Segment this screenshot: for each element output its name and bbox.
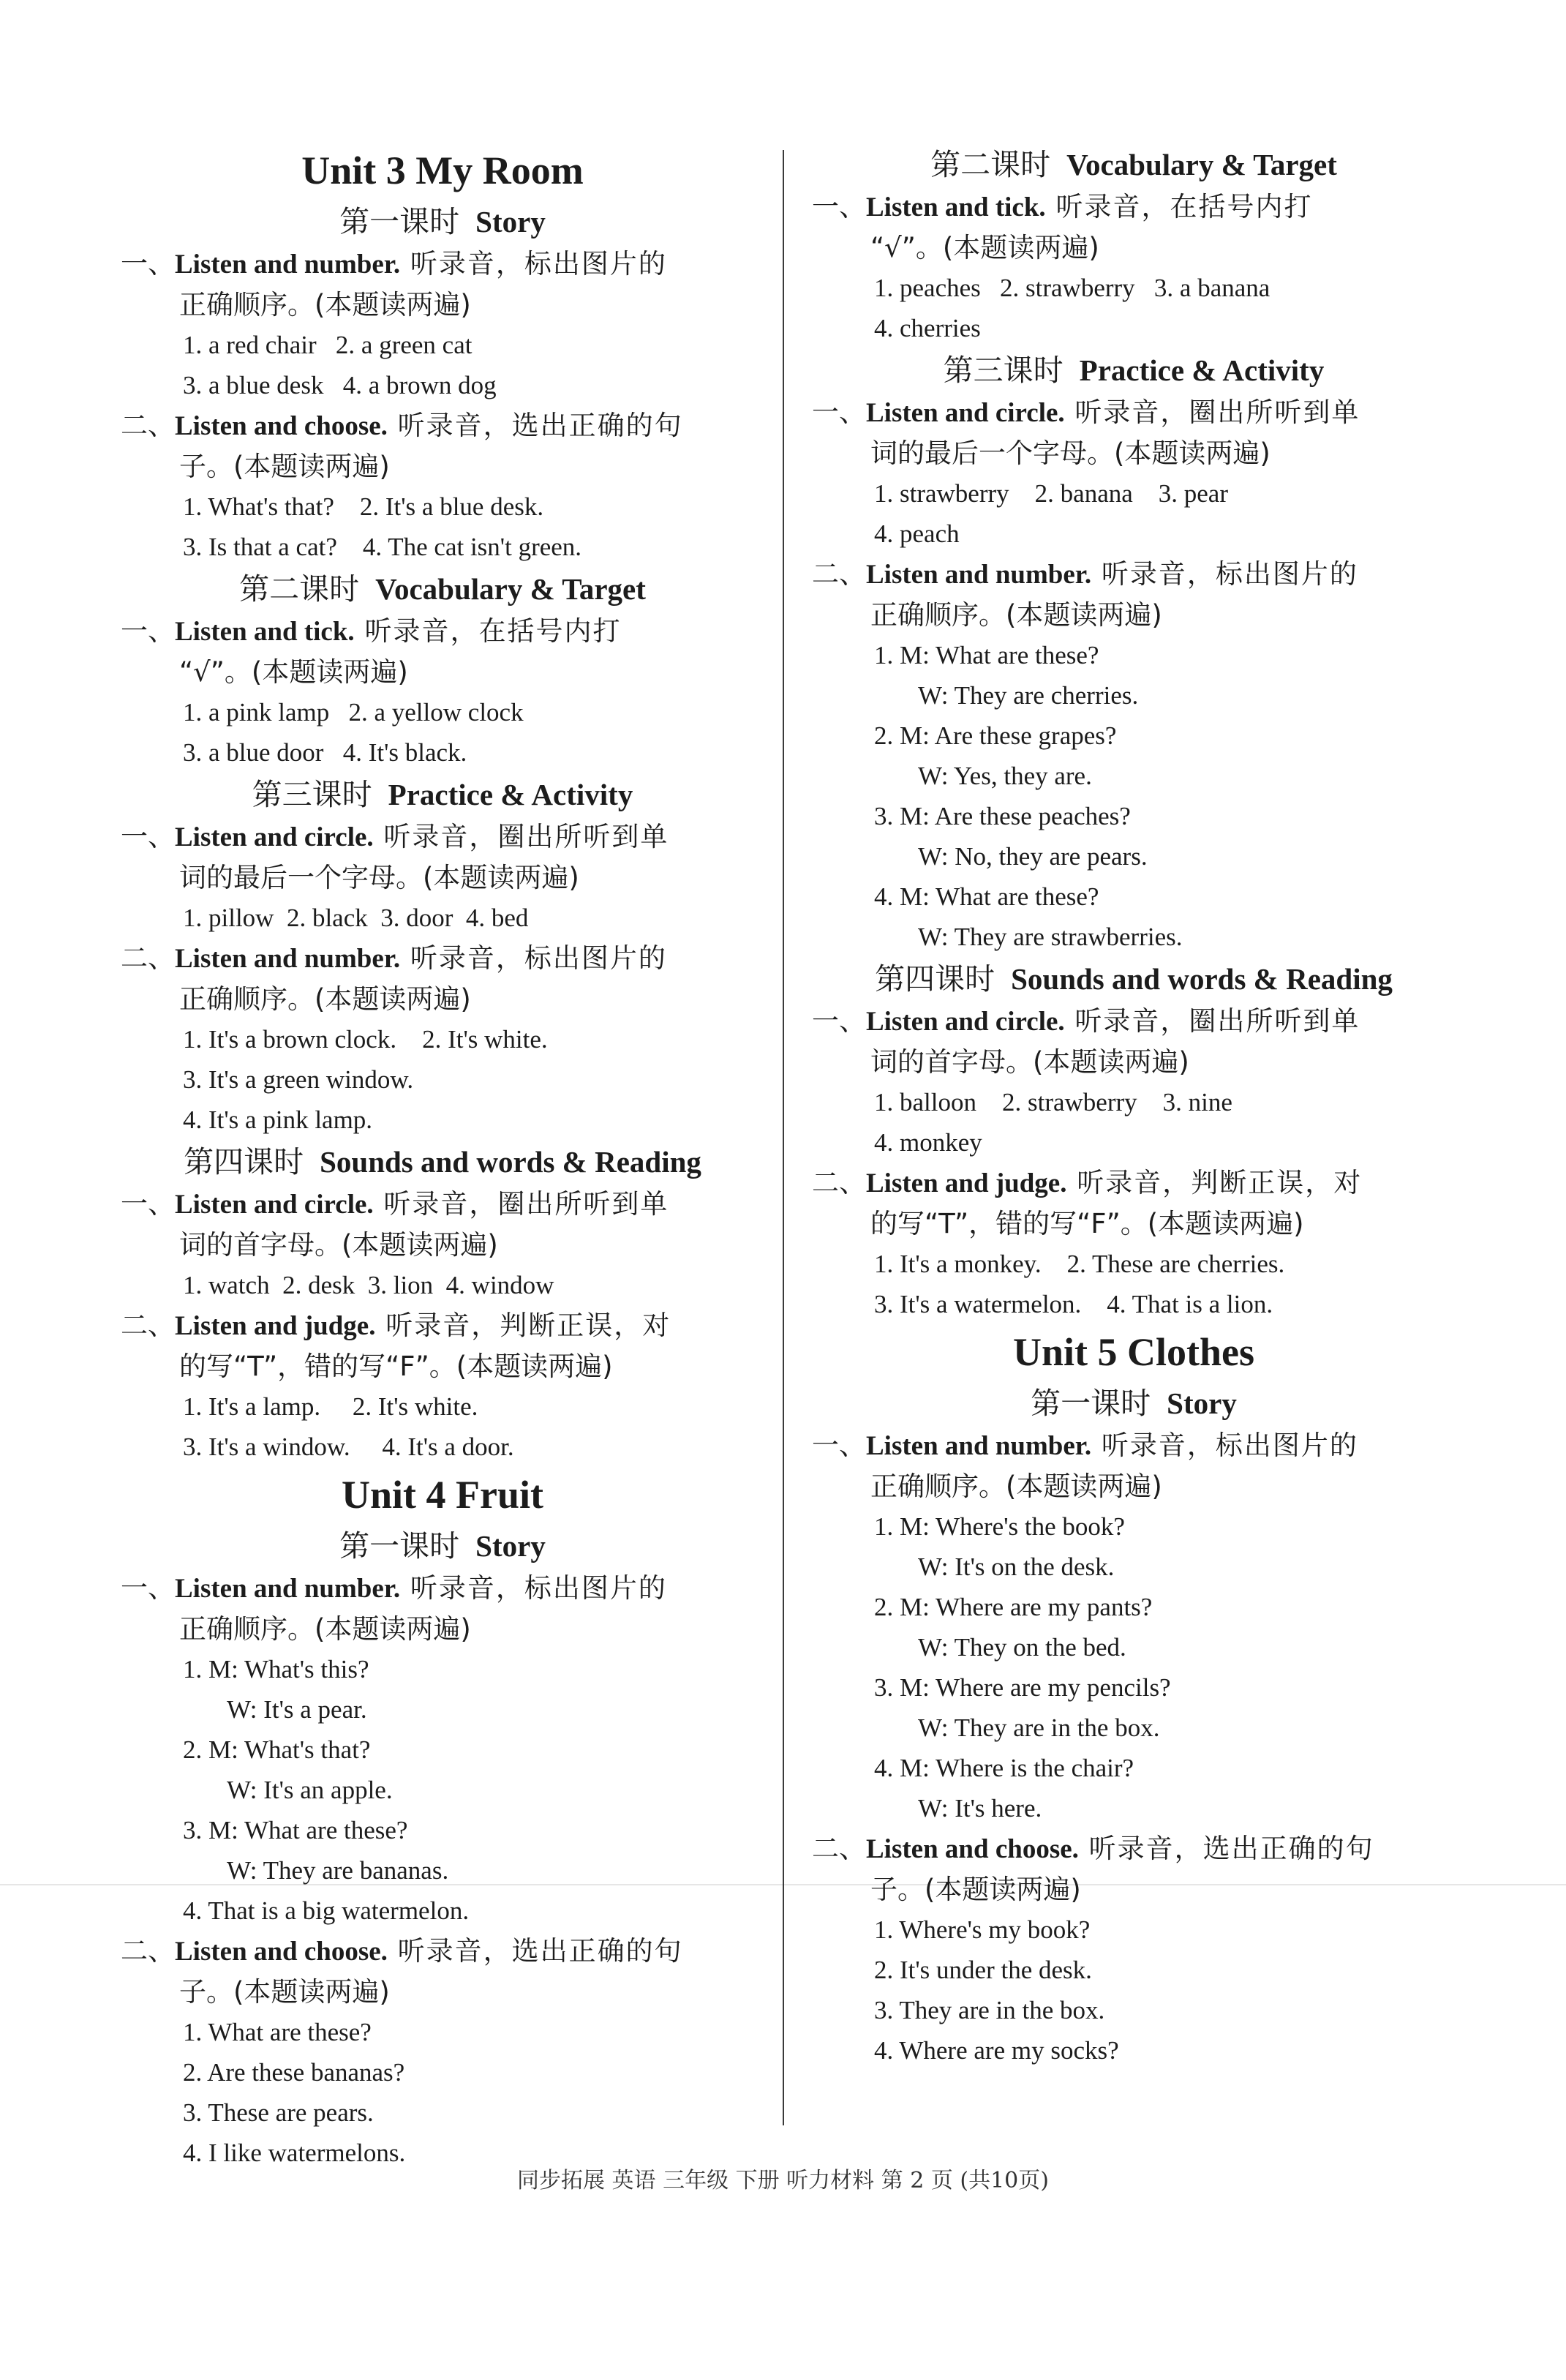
exercise-note: 子。(本题读两遍): [179, 1976, 390, 2008]
answer-line: 1. It's a brown clock. 2. It's white.: [183, 1025, 548, 1054]
lesson-title: Sounds and words & Reading: [1011, 962, 1393, 996]
exercise-number: 一、: [121, 1572, 175, 1604]
answer-list: [812, 473, 1456, 554]
exercise-label: [812, 1001, 1456, 1042]
lesson-title: Story: [475, 1529, 546, 1563]
exercise-title: Listen and tick.: [175, 617, 355, 647]
exercise-instruction: [812, 1163, 1456, 1244]
unit-title: Unit 4 Fruit: [342, 1473, 543, 1517]
exercise-note: 词的最后一个字母。(本题读两遍): [179, 862, 579, 893]
exercise-instruction: [812, 1828, 1456, 1910]
answer-list: [812, 1082, 1456, 1163]
answer-line: 4. peach: [874, 519, 960, 548]
exercise-instruction-cn: 听录音，选出正确的句: [1078, 1833, 1374, 1864]
exercise-number: 二、: [121, 1935, 175, 1967]
unit-title: Unit 3 My Room: [301, 149, 584, 192]
answer-line: 1. It's a monkey. 2. These are cherries.: [874, 1250, 1285, 1278]
exercise-number: 一、: [812, 191, 866, 222]
exercise-title: Listen and choose.: [866, 1834, 1079, 1864]
lesson-number: 第四课时: [875, 961, 995, 996]
answer-line: 4. M: Where is the chair?: [874, 1754, 1134, 1782]
exercise-instruction-cn: 听录音，标出图片的: [400, 248, 667, 279]
lesson-number: 第一课时: [1031, 1386, 1151, 1421]
exercise-instruction-cn: 听录音，在括号内打: [1045, 191, 1313, 222]
exercise-label: [121, 405, 764, 446]
answer-line: 3. They are in the box.: [874, 1996, 1105, 2024]
exercise-instruction-cn: 听录音，判断正误，对: [1066, 1167, 1363, 1198]
exercise-label: [121, 1568, 764, 1609]
exercise-label: [812, 1425, 1456, 1466]
answer-line: W: They are bananas.: [227, 1856, 449, 1885]
exercise-note: 的写“T”，错的写“F”。(本题读两遍): [179, 1351, 613, 1382]
exercise-number: 一、: [812, 397, 866, 428]
answer-line: 2. M: Are these grapes?: [874, 721, 1117, 750]
answer-line: 1. What's that? 2. It's a blue desk.: [183, 492, 544, 521]
exercise-instruction: [812, 1001, 1456, 1082]
answer-line: W: No, they are pears.: [918, 842, 1148, 871]
lesson-number: 第二课时: [239, 571, 360, 607]
answer-line: 3. Is that a cat? 4. The cat isn't green.: [183, 533, 582, 561]
answer-list: [121, 2012, 764, 2173]
exercise-title: Listen and circle.: [175, 1190, 374, 1220]
exercise-note: 正确顺序。(本题读两遍): [870, 1471, 1162, 1502]
exercise-instruction: [121, 405, 764, 487]
exercise-label: [812, 554, 1456, 595]
answer-line: 4. Where are my socks?: [874, 2036, 1119, 2065]
exercise-note: 正确顺序。(本题读两遍): [179, 983, 471, 1015]
lesson-number: 第四课时: [184, 1144, 304, 1179]
answer-list: [812, 1244, 1456, 1324]
answer-line: W: Yes, they are.: [918, 762, 1092, 790]
answer-list: [121, 1649, 764, 1931]
exercise-number: 二、: [812, 558, 866, 590]
exercise-label: [121, 1931, 764, 1972]
answer-line: 1. What are these?: [183, 2018, 372, 2046]
lesson-heading: [812, 1381, 1456, 1425]
column-divider: [783, 150, 784, 2125]
exercise-number: 二、: [812, 1167, 866, 1198]
answer-line: 1. M: Where's the book?: [874, 1512, 1125, 1541]
exercise-instruction-cn: 听录音，选出正确的句: [387, 1935, 683, 1967]
exercise-number: 二、: [121, 1310, 175, 1341]
answer-list: [121, 325, 764, 405]
exercise-instruction-cn: 听录音，选出正确的句: [387, 410, 683, 441]
exercise-note: 正确顺序。(本题读两遍): [870, 599, 1162, 631]
answer-line: W: They are strawberries.: [918, 923, 1183, 951]
exercise-title: Listen and choose.: [175, 1937, 388, 1967]
lesson-number: 第一课时: [339, 204, 460, 239]
exercise-instruction: [121, 1931, 764, 2012]
lesson-title: Vocabulary & Target: [1066, 148, 1337, 181]
exercise-instruction-cn: 听录音，圈出所听到单: [1064, 397, 1360, 428]
answer-line: 1. Where's my book?: [874, 1915, 1091, 1944]
exercise-instruction: [121, 1568, 764, 1649]
answer-line: 4. That is a big watermelon.: [183, 1896, 470, 1925]
exercise-number: 二、: [121, 410, 175, 441]
lesson-title: Practice & Activity: [1079, 353, 1325, 387]
answer-line: 3. It's a watermelon. 4. That is a lion.: [874, 1290, 1273, 1318]
answer-line: 4. M: What are these?: [874, 882, 1099, 911]
exercise-label: [121, 817, 764, 857]
exercise-number: 一、: [812, 1430, 866, 1461]
exercise-instruction-cn: 听录音，圈出所听到单: [373, 821, 669, 852]
exercise-instruction-cn: 听录音，标出图片的: [1091, 558, 1358, 590]
exercise-title: Listen and judge.: [866, 1168, 1067, 1198]
exercise-note: 正确顺序。(本题读两遍): [179, 1613, 471, 1645]
exercise-instruction: [812, 1425, 1456, 1506]
exercise-title: Listen and number.: [175, 249, 401, 279]
answer-list: [121, 1265, 764, 1305]
lesson-heading: [121, 1140, 764, 1184]
exercise-note: 词的首字母。(本题读两遍): [870, 1046, 1189, 1078]
answer-line: 1. pillow 2. black 3. door 4. bed: [183, 904, 529, 932]
exercise-label: [121, 611, 764, 652]
exercise-number: 一、: [121, 248, 175, 279]
exercise-instruction: [121, 817, 764, 898]
lesson-number: 第三课时: [252, 777, 372, 812]
answer-line: 4. It's a pink lamp.: [183, 1105, 373, 1134]
answer-line: 4. cherries: [874, 314, 981, 342]
exercise-note: 词的首字母。(本题读两遍): [179, 1229, 498, 1261]
lesson-number: 第一课时: [339, 1528, 460, 1563]
answer-line: 2. M: What's that?: [183, 1735, 371, 1764]
answer-line: W: It's here.: [918, 1794, 1042, 1822]
left-column: [121, 143, 764, 2173]
exercise-instruction: [812, 187, 1456, 268]
exercise-instruction: [121, 1184, 764, 1265]
lesson-heading: [121, 200, 764, 244]
exercise-note: 的写“T”，错的写“F”。(本题读两遍): [870, 1208, 1304, 1239]
unit-title: Unit 5 Clothes: [1012, 1330, 1254, 1374]
lesson-title: Story: [475, 205, 546, 239]
answer-line: 2. Are these bananas?: [183, 2058, 405, 2087]
exercise-number: 一、: [812, 1005, 866, 1037]
answer-line: 3. M: Are these peaches?: [874, 802, 1131, 830]
answer-line: 1. peaches 2. strawberry 3. a banana: [874, 274, 1271, 302]
answer-line: W: They are cherries.: [918, 681, 1139, 710]
lesson-number: 第三课时: [943, 353, 1064, 388]
exercise-instruction: [812, 554, 1456, 635]
answer-line: 3. It's a green window.: [183, 1065, 414, 1094]
answer-line: 1. M: What are these?: [874, 641, 1099, 669]
answer-line: 1. watch 2. desk 3. lion 4. window: [183, 1271, 554, 1299]
exercise-label: [812, 1828, 1456, 1869]
exercise-title: Listen and judge.: [175, 1311, 376, 1341]
exercise-instruction-cn: 听录音，标出图片的: [1091, 1430, 1358, 1461]
answer-line: W: It's a pear.: [227, 1695, 367, 1724]
exercise-note: “√”。(本题读两遍): [870, 232, 1099, 263]
exercise-instruction-cn: 听录音，标出图片的: [400, 942, 667, 974]
answer-line: W: They on the bed.: [918, 1633, 1126, 1662]
right-column: [812, 143, 1456, 2071]
answer-list: [121, 1019, 764, 1140]
answer-line: 1. balloon 2. strawberry 3. nine: [874, 1088, 1232, 1116]
answer-list: [812, 268, 1456, 348]
exercise-label: [812, 392, 1456, 433]
exercise-title: Listen and number.: [175, 1574, 401, 1604]
answer-line: 3. M: Where are my pencils?: [874, 1673, 1171, 1702]
answer-line: W: They are in the box.: [918, 1713, 1160, 1742]
answer-list: [812, 1506, 1456, 1828]
answer-line: 3. M: What are these?: [183, 1816, 408, 1844]
exercise-instruction: [812, 392, 1456, 473]
exercise-number: 一、: [121, 821, 175, 852]
lesson-heading: [121, 1524, 764, 1568]
answer-line: 4. I like watermelons.: [183, 2139, 406, 2167]
exercise-instruction-cn: 听录音，标出图片的: [400, 1572, 667, 1604]
exercise-number: 二、: [121, 942, 175, 974]
answer-list: [812, 635, 1456, 957]
exercise-instruction: [121, 611, 764, 692]
answer-list: [812, 1910, 1456, 2071]
exercise-number: 一、: [121, 615, 175, 647]
answer-line: 1. a pink lamp 2. a yellow clock: [183, 698, 524, 727]
exercise-instruction-cn: 听录音，判断正误，对: [375, 1310, 671, 1341]
exercise-title: Listen and number.: [866, 560, 1092, 590]
lesson-number: 第二课时: [930, 147, 1051, 182]
exercise-instruction: [121, 1305, 764, 1386]
answer-line: 1. M: What's this?: [183, 1655, 369, 1683]
answer-line: W: It's an apple.: [227, 1776, 393, 1804]
answer-list: [121, 1386, 764, 1467]
exercise-label: [121, 1305, 764, 1346]
lesson-heading: [121, 567, 764, 611]
lesson-title: Sounds and words & Reading: [320, 1145, 701, 1179]
exercise-title: Listen and choose.: [175, 411, 388, 441]
exercise-title: Listen and circle.: [866, 1007, 1065, 1037]
lesson-heading: [812, 957, 1456, 1001]
lesson-heading: [121, 773, 764, 817]
exercise-number: 二、: [812, 1833, 866, 1864]
answer-line: 1. a red chair 2. a green cat: [183, 331, 473, 359]
exercise-title: Listen and circle.: [175, 822, 374, 852]
answer-line: 2. M: Where are my pants?: [874, 1593, 1153, 1621]
answer-list: [121, 692, 764, 773]
exercise-title: Listen and tick.: [866, 192, 1046, 222]
answer-line: 3. a blue desk 4. a brown dog: [183, 371, 497, 399]
exercise-note: 词的最后一个字母。(本题读两遍): [870, 438, 1271, 469]
answer-line: 3. These are pears.: [183, 2098, 374, 2127]
answer-line: 3. It's a window. 4. It's a door.: [183, 1433, 514, 1461]
exercise-title: Listen and number.: [175, 944, 401, 974]
exercise-title: Listen and circle.: [866, 398, 1065, 428]
exercise-note: 子。(本题读两遍): [870, 1874, 1081, 1905]
exercise-note: “√”。(本题读两遍): [179, 656, 408, 688]
answer-line: 1. strawberry 2. banana 3. pear: [874, 479, 1228, 508]
page-footer: 同步拓展 英语 三年级 下册 听力材料 第 2 页 (共10页): [517, 2168, 1049, 2193]
lesson-title: Vocabulary & Target: [375, 572, 646, 606]
exercise-instruction-cn: 听录音，圈出所听到单: [373, 1188, 669, 1220]
exercise-instruction: [121, 244, 764, 325]
exercise-label: [121, 244, 764, 285]
answer-line: 4. monkey: [874, 1128, 982, 1157]
exercise-label: [812, 1163, 1456, 1204]
lesson-heading: [812, 143, 1456, 187]
exercise-label: [121, 938, 764, 979]
exercise-number: 一、: [121, 1188, 175, 1220]
exercise-title: Listen and number.: [866, 1431, 1092, 1461]
lesson-title: Practice & Activity: [388, 778, 633, 811]
exercise-label: [812, 187, 1456, 228]
exercise-note: 子。(本题读两遍): [179, 451, 390, 482]
exercise-instruction: [121, 938, 764, 1019]
exercise-note: 正确顺序。(本题读两遍): [179, 289, 471, 320]
exercise-label: [121, 1184, 764, 1225]
answer-line: W: It's on the desk.: [918, 1553, 1115, 1581]
answer-line: 1. It's a lamp. 2. It's white.: [183, 1392, 478, 1421]
lesson-heading: [812, 348, 1456, 392]
answer-line: 2. It's under the desk.: [874, 1956, 1092, 1984]
answer-list: [121, 898, 764, 938]
answer-line: 3. a blue door 4. It's black.: [183, 738, 467, 767]
lesson-title: Story: [1167, 1386, 1237, 1420]
exercise-instruction-cn: 听录音，圈出所听到单: [1064, 1005, 1360, 1037]
exercise-instruction-cn: 听录音，在括号内打: [354, 615, 622, 647]
answer-list: [121, 487, 764, 567]
